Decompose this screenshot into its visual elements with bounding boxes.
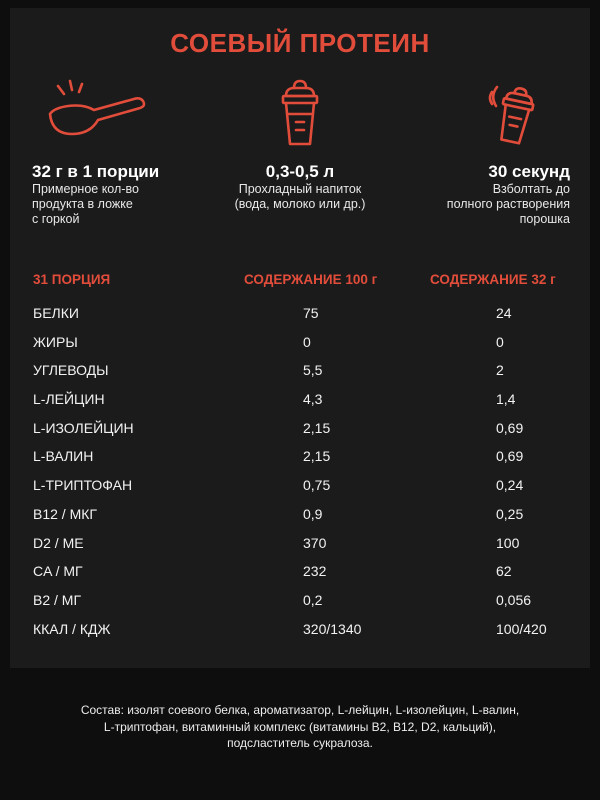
feature-volume	[210, 78, 390, 211]
shaker-icon	[270, 78, 330, 148]
table-row: B2 / МГ 0,2 0,056	[33, 591, 532, 608]
feature-time	[400, 78, 570, 226]
table-row: L-ВАЛИН 2,15 0,69	[33, 448, 524, 465]
shaking-shaker-icon	[484, 78, 544, 148]
page-title: СОЕВЫЙ ПРОТЕИН	[170, 28, 430, 58]
table-row: CA / МГ 232 62	[33, 563, 512, 580]
table-row: D2 / МЕ 370 100	[33, 534, 520, 551]
header-per-32g: СОДЕРЖАНИЕ 32 г	[430, 272, 556, 287]
feature-volume-head: 0,3-0,5 л	[265, 162, 335, 181]
table-row: L-ТРИПТОФАН 0,75 0,24	[33, 477, 524, 494]
table-row: L-ИЗОЛЕЙЦИН 2,15 0,69	[33, 419, 524, 436]
nutrition-table-header	[0, 272, 600, 292]
feature-serving	[32, 78, 212, 226]
feature-serving-text: Примерное кол-во продукта в ложке с горкой	[32, 182, 139, 226]
table-row: B12 / МКГ 0,9 0,25	[33, 505, 524, 522]
feature-serving-head: 32 г в 1 порции	[32, 162, 160, 181]
feature-time-head: 30 секунд	[488, 162, 570, 181]
feature-time-text: Взболтать до полного растворения порошка	[446, 182, 570, 226]
header-per-100g: СОДЕРЖАНИЕ 100 г	[244, 272, 378, 287]
table-row: ЖИРЫ 0 0	[33, 333, 504, 350]
table-row: ККАЛ / КДЖ 320/1340 100/420	[33, 620, 547, 637]
table-row: БЕЛКИ 75 24	[33, 305, 512, 321]
scoop-icon	[46, 78, 156, 138]
table-row: УГЛЕВОДЫ 5,5 2	[33, 362, 504, 379]
table-row: L-ЛЕЙЦИН 4,3 1,4	[33, 391, 516, 408]
nutrition-table	[0, 303, 600, 647]
composition-text: Состав: изолят соевого белка, ароматизатор, L-лейцин, L-изолейцин, L-валин, L-триптофан, витаминный комплекс (витамины B2, B12, D2, кальций), подсластитель сукралоза.	[80, 703, 520, 750]
header-portions: 31 ПОРЦИЯ	[33, 272, 111, 287]
feature-volume-text: Прохладный напиток (вода, молоко или др.)	[234, 182, 366, 211]
